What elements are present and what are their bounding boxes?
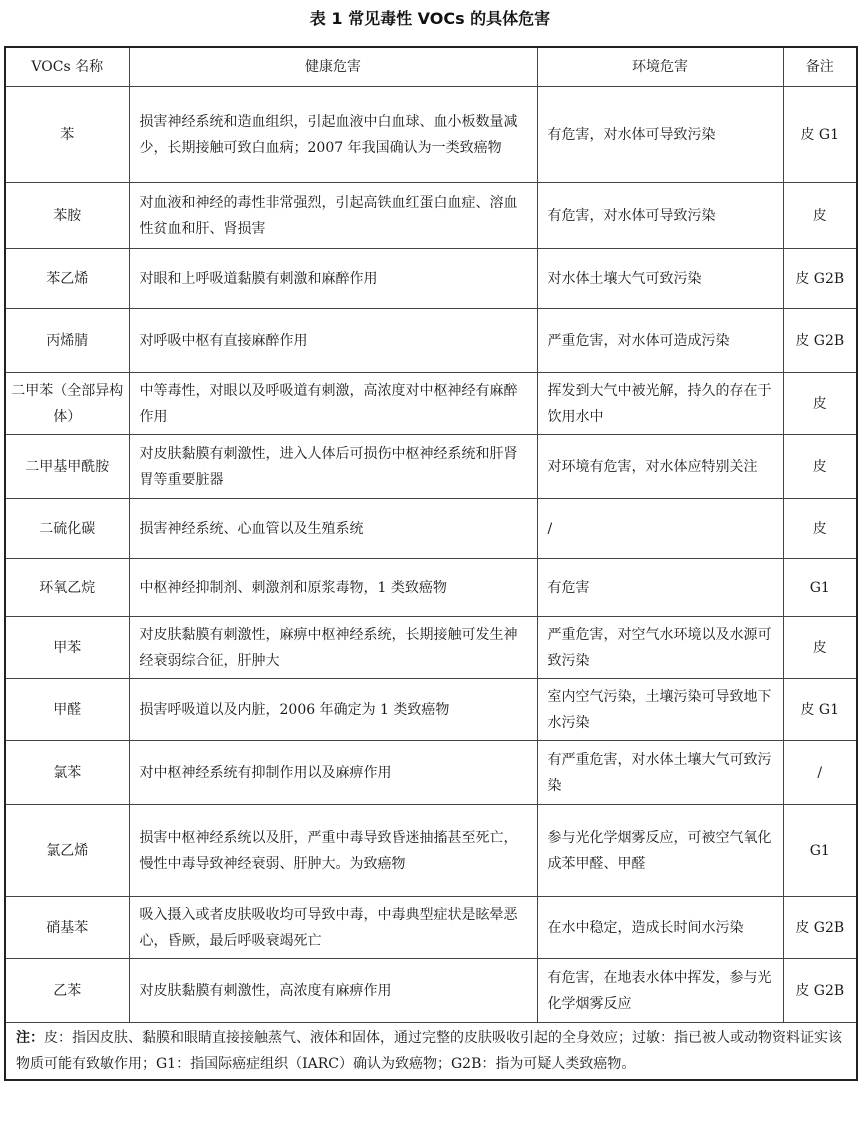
table-row <box>5 87 857 183</box>
voc-name-cell: 二甲苯（全部异构体） <box>5 373 129 435</box>
environment-hazard-cell: 对环境有危害，对水体应特别关注 <box>537 435 783 499</box>
voc-name-cell: 乙苯 <box>5 959 129 1023</box>
health-hazard-cell: 损害呼吸道以及内脏，2006 年确定为 1 类致癌物 <box>129 679 537 741</box>
environment-hazard-cell: 在水中稳定，造成长时间水污染 <box>537 897 783 959</box>
table-row <box>5 309 857 373</box>
health-hazard-cell: 中枢神经抑制剂、刺激剂和原浆毒物，1 类致癌物 <box>129 559 537 617</box>
remark-cell: G1 <box>783 559 857 617</box>
table-row <box>5 183 857 249</box>
environment-hazard-cell: 有危害，对水体可导致污染 <box>537 87 783 183</box>
header-health-hazard: 健康危害 <box>129 47 537 87</box>
voc-name-cell: 苯乙烯 <box>5 249 129 309</box>
table-row <box>5 617 857 679</box>
voc-name-cell: 二甲基甲酰胺 <box>5 435 129 499</box>
remark-cell: 皮 G1 <box>783 679 857 741</box>
health-hazard-cell: 中等毒性，对眼以及呼吸道有刺激，高浓度对中枢神经有麻醉作用 <box>129 373 537 435</box>
remark-cell: 皮 G2B <box>783 309 857 373</box>
notes-label: 注： <box>16 1030 44 1046</box>
environment-hazard-cell: 有严重危害，对水体土壤大气可致污染 <box>537 741 783 805</box>
remark-cell: 皮 G2B <box>783 249 857 309</box>
health-hazard-cell: 损害神经系统、心血管以及生殖系统 <box>129 499 537 559</box>
remark-cell: 皮 <box>783 435 857 499</box>
table-row <box>5 435 857 499</box>
environment-hazard-cell: 严重危害，对空气水环境以及水源可致污染 <box>537 617 783 679</box>
voc-name-cell: 甲苯 <box>5 617 129 679</box>
environment-hazard-cell: / <box>537 499 783 559</box>
environment-hazard-cell: 有危害，在地表水体中挥发，参与光化学烟雾反应 <box>537 959 783 1023</box>
environment-hazard-cell: 严重危害，对水体可造成污染 <box>537 309 783 373</box>
table-row <box>5 741 857 805</box>
table-caption: 表 1 常见毒性 VOCs 的具体危害 <box>309 9 551 28</box>
health-hazard-cell: 对眼和上呼吸道黏膜有刺激和麻醉作用 <box>129 249 537 309</box>
health-hazard-cell: 损害神经系统和造血组织，引起血液中白血球、血小板数量减少，长期接触可致白血病；2007 年我国确认为一类致癌物 <box>129 87 537 183</box>
health-hazard-cell: 对呼吸中枢有直接麻醉作用 <box>129 309 537 373</box>
voc-name-cell: 氯乙烯 <box>5 805 129 897</box>
voc-hazard-table <box>4 46 858 1081</box>
table-row <box>5 373 857 435</box>
health-hazard-cell: 对皮肤黏膜有刺激性，高浓度有麻痹作用 <box>129 959 537 1023</box>
header-environment-hazard: 环境危害 <box>537 47 783 87</box>
remark-cell: 皮 G2B <box>783 897 857 959</box>
health-hazard-cell: 损害中枢神经系统以及肝，严重中毒导致昏迷抽搐甚至死亡，慢性中毒导致神经衰弱、肝肿大。为致癌物 <box>129 805 537 897</box>
health-hazard-cell: 对中枢神经系统有抑制作用以及麻痹作用 <box>129 741 537 805</box>
health-hazard-cell: 吸入摄入或者皮肤吸收均可导致中毒，中毒典型症状是眩晕恶心，昏厥，最后呼吸衰竭死亡 <box>129 897 537 959</box>
health-hazard-cell: 对皮肤黏膜有刺激性，麻痹中枢神经系统，长期接触可发生神经衰弱综合征，肝肿大 <box>129 617 537 679</box>
environment-hazard-cell: 挥发到大气中被光解，持久的存在于饮用水中 <box>537 373 783 435</box>
remark-cell: 皮 <box>783 499 857 559</box>
table-row <box>5 679 857 741</box>
voc-name-cell: 丙烯腈 <box>5 309 129 373</box>
table-row <box>5 897 857 959</box>
environment-hazard-cell: 有危害，对水体可导致污染 <box>537 183 783 249</box>
remark-cell: G1 <box>783 805 857 897</box>
environment-hazard-cell: 有危害 <box>537 559 783 617</box>
voc-name-cell: 环氧乙烷 <box>5 559 129 617</box>
table-header-row <box>5 47 857 87</box>
table-notes <box>5 1023 857 1081</box>
notes-text: 皮：指因皮肤、黏膜和眼睛直接接触蒸气、液体和固体，通过完整的皮肤吸收引起的全身效应；过敏：指已被人或动物资料证实该物质可能有致敏作用；G1：指国际癌症组织（IARC）确认为致癌物；G2B：指为可疑人类致癌物。 <box>16 1030 842 1072</box>
voc-name-cell: 二硫化碳 <box>5 499 129 559</box>
environment-hazard-cell: 对水体土壤大气可致污染 <box>537 249 783 309</box>
remark-cell: 皮 G1 <box>783 87 857 183</box>
remark-cell: 皮 <box>783 373 857 435</box>
environment-hazard-cell: 参与光化学烟雾反应，可被空气氧化成苯甲醛、甲醛 <box>537 805 783 897</box>
table-row <box>5 805 857 897</box>
voc-name-cell: 苯 <box>5 87 129 183</box>
remark-cell: 皮 <box>783 183 857 249</box>
health-hazard-cell: 对皮肤黏膜有刺激性，进入人体后可损伤中枢神经系统和肝肾胃等重要脏器 <box>129 435 537 499</box>
voc-name-cell: 硝基苯 <box>5 897 129 959</box>
table-row <box>5 249 857 309</box>
table-notes-row <box>5 1023 857 1081</box>
remark-cell: 皮 <box>783 617 857 679</box>
header-voc-name: VOCs 名称 <box>5 47 129 87</box>
table-row <box>5 559 857 617</box>
remark-cell: 皮 G2B <box>783 959 857 1023</box>
header-remarks: 备注 <box>783 47 857 87</box>
voc-name-cell: 苯胺 <box>5 183 129 249</box>
environment-hazard-cell: 室内空气污染，土壤污染可导致地下水污染 <box>537 679 783 741</box>
voc-name-cell: 氯苯 <box>5 741 129 805</box>
table-row <box>5 499 857 559</box>
voc-name-cell: 甲醛 <box>5 679 129 741</box>
health-hazard-cell: 对血液和神经的毒性非常强烈，引起高铁血红蛋白血症、溶血性贫血和肝、肾损害 <box>129 183 537 249</box>
remark-cell: / <box>783 741 857 805</box>
table-row <box>5 959 857 1023</box>
